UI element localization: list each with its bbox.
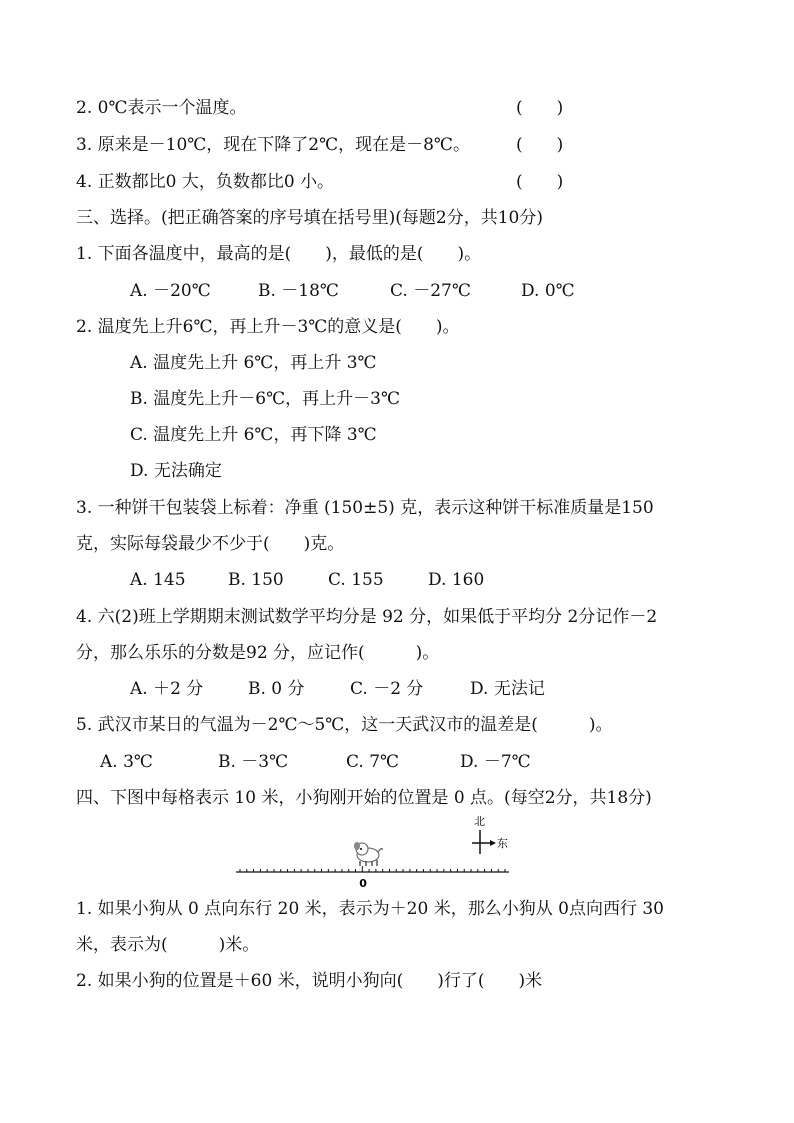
zero-point-label: 0 [359, 877, 367, 890]
compass-east-label: 东 [497, 837, 508, 850]
q3-2-option-b[interactable]: B. 温度先上升－6℃，再上升－3℃ [130, 389, 400, 409]
q3-3-option-d[interactable]: D. 160 [428, 570, 485, 590]
q3-1-stem: 1. 下面各温度中，最高的是( )，最低的是( )。 [76, 244, 482, 264]
judgement-item-3: 3. 原来是－10℃，现在下降了2℃，现在是－8℃。 [76, 135, 470, 155]
number-line-ticks [240, 866, 505, 872]
judgement-paren-4[interactable]: ( ) [516, 172, 564, 192]
q3-5-stem: 5. 武汉市某日的气温为－2℃～5℃，这一天武汉市的温差是( )。 [76, 715, 613, 735]
q3-3-option-a[interactable]: A. 145 [130, 570, 186, 590]
q3-1-option-b[interactable]: B. －18℃ [258, 281, 339, 301]
section-3-title: 三、选择。(把正确答案的序号填在括号里)(每题2分，共10分) [76, 208, 543, 228]
q3-5-option-c[interactable]: C. 7℃ [346, 752, 400, 772]
compass-east-arrow [490, 840, 496, 846]
q3-2-option-c[interactable]: C. 温度先上升 6℃，再下降 3℃ [130, 425, 377, 445]
q4-2-line1: 2. 如果小狗的位置是＋60 米，说明小狗向( )行了( )米 [76, 971, 543, 991]
compass [472, 815, 508, 854]
compass-north-label: 北 [474, 815, 485, 828]
q3-4-option-b[interactable]: B. 0 分 [248, 679, 305, 699]
q3-3-stem-line2: 克，实际每袋最少不少于( )克。 [76, 534, 345, 554]
judgement-paren-2[interactable]: ( ) [516, 98, 564, 118]
judgement-item-4: 4. 正数都比0 大，负数都比0 小。 [76, 172, 335, 192]
q3-4-stem-line1: 4. 六(2)班上学期期末测试数学平均分是 92 分，如果低于平均分 2分记作－2 [76, 607, 658, 627]
q4-1-line2: 米，表示为( )米。 [76, 935, 260, 955]
q3-5-option-b[interactable]: B. －3℃ [218, 752, 289, 772]
q4-1-line1: 1. 如果小狗从 0 点向东行 20 米，表示为＋20 米，那么小狗从 0点向西行 30 [76, 899, 664, 919]
q3-1-option-d[interactable]: D. 0℃ [521, 281, 575, 301]
q3-2-stem: 2. 温度先上升6℃，再上升－3℃的意义是( )。 [76, 317, 460, 337]
q3-2-option-a[interactable]: A. 温度先上升 6℃，再上升 3℃ [130, 353, 377, 373]
q3-1-option-c[interactable]: C. －27℃ [390, 281, 471, 301]
q3-3-option-b[interactable]: B. 150 [228, 570, 284, 590]
judgement-item-2: 2. 0℃表示一个温度。 [76, 98, 247, 118]
judgement-paren-3[interactable]: ( ) [516, 135, 564, 155]
q3-5-option-d[interactable]: D. －7℃ [460, 752, 531, 772]
number-line-svg [0, 810, 794, 890]
q3-3-option-c[interactable]: C. 155 [328, 570, 384, 590]
puppy-icon [354, 842, 382, 866]
q3-4-stem-line2: 分，那么乐乐的分数是92 分，应记作( )。 [76, 643, 440, 663]
q3-2-option-d[interactable]: D. 无法确定 [130, 461, 222, 481]
q3-4-option-d[interactable]: D. 无法记 [470, 679, 545, 699]
number-line-figure [0, 810, 794, 890]
q3-4-option-c[interactable]: C. －2 分 [350, 679, 424, 699]
q3-1-option-a[interactable]: A. －20℃ [130, 281, 211, 301]
section-4-title: 四、下图中每格表示 10 米，小狗刚开始的位置是 0 点。(每空2分，共18分) [76, 788, 652, 808]
q3-4-option-a[interactable]: A. ＋2 分 [130, 679, 204, 699]
q3-3-stem-line1: 3. 一种饼干包装袋上标着：净重 (150±5) 克，表示这种饼干标准质量是150 [76, 498, 654, 518]
q3-5-option-a[interactable]: A. 3℃ [100, 752, 153, 772]
